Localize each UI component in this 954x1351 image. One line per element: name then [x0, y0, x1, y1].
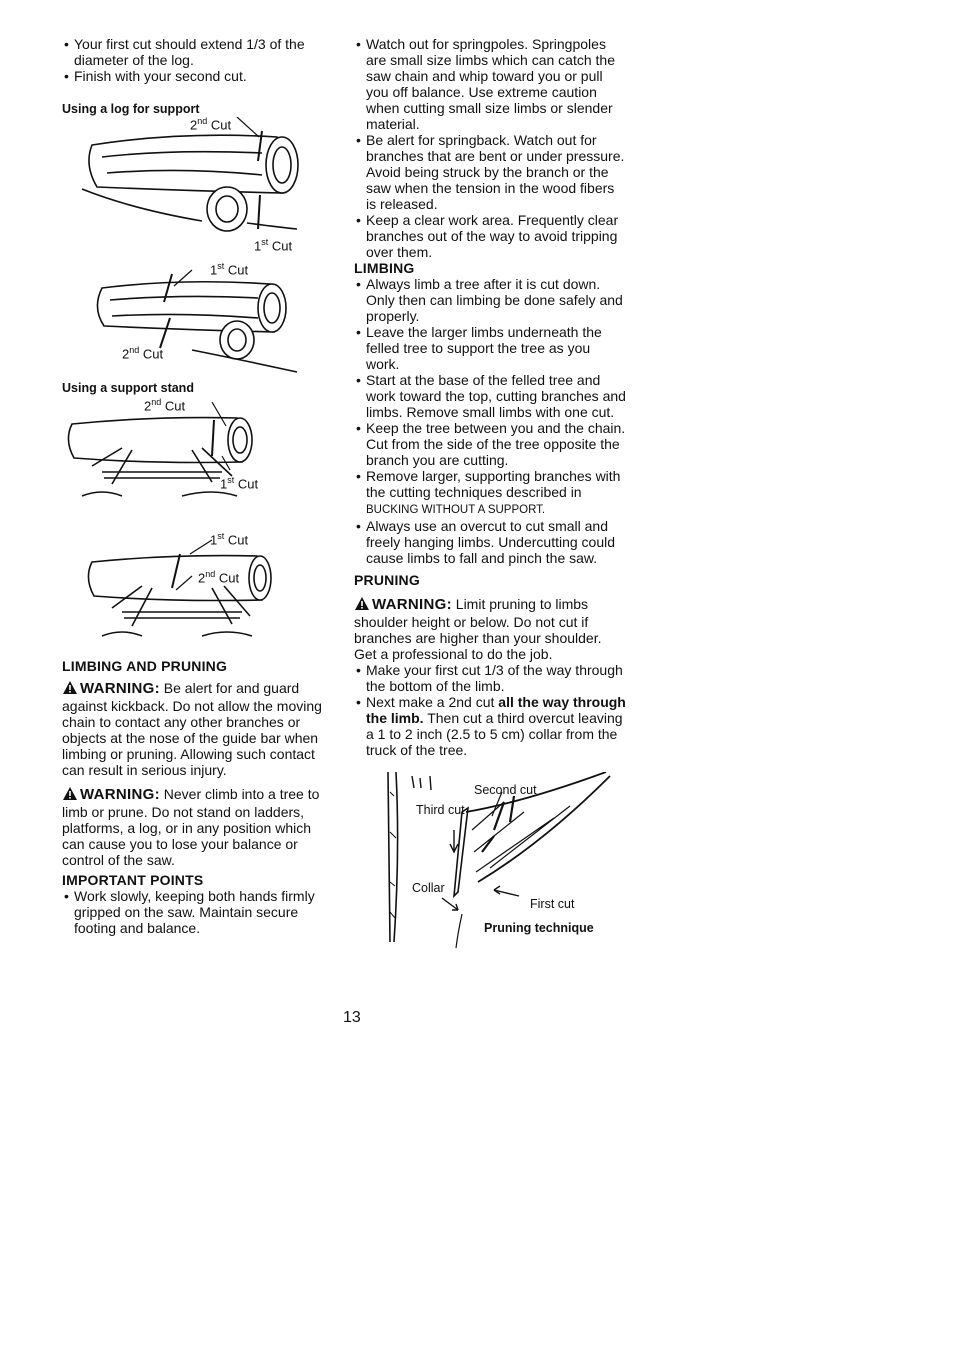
figure-caption-support-stand: Using a support stand — [62, 381, 194, 395]
label-first-cut: 1st Cut — [254, 237, 293, 254]
list-item: • Work slowly, keeping both hands firmly gripped on the saw. Maintain secure footing and balance. — [62, 888, 337, 936]
figure-log-support-1 — [62, 117, 337, 252]
list-item-text: Remove larger, supporting branches with the cutting techniques described in — [366, 468, 621, 500]
list-item-text: Next make a 2nd cut — [366, 694, 495, 710]
pruning-bullet-list — [354, 662, 626, 758]
warning-label: WARNING: — [372, 596, 452, 613]
list-item: • Keep a clear work area. Frequently clear branches out of the way to avoid tripping over them. — [354, 212, 626, 260]
list-item: • Make your first cut 1/3 of the way through the bottom of the limb. — [354, 662, 626, 694]
list-item: • Keep the tree between you and the chain. Cut from the side of the tree opposite the branch you are cutting. — [354, 420, 626, 468]
list-item: • Be alert for springback. Watch out for branches that are bent or under pressure. Avoid being struck by the branch or the saw when the tension in the wood fibers is released. — [354, 132, 626, 212]
top-bullet-list — [354, 36, 626, 260]
list-item: • Watch out for springpoles. Springpoles are small size limbs which can catch the saw chain and whip toward you or pull you off balance. Use extreme caution when cutting small size limbs or slender material. — [354, 36, 626, 132]
log-on-log-illustration — [62, 260, 337, 380]
label-third-cut: Third cut — [416, 803, 465, 817]
warning-triangle-icon — [354, 596, 370, 614]
label-second-cut: 2nd Cut — [122, 345, 164, 362]
label-collar: Collar — [412, 881, 445, 895]
section-heading-limbing-pruning: LIMBING AND PRUNING — [62, 658, 228, 674]
top-bullet-list — [62, 36, 337, 84]
list-item-text: Then cut a third overcut leaving a 1 to 2 inch (2.5 to 5 cm) collar from the truck of the tree. — [366, 710, 623, 758]
left-column — [62, 36, 337, 936]
section-heading-important-points: IMPORTANT POINTS — [62, 872, 204, 888]
section-heading-pruning: PRUNING — [354, 572, 420, 588]
warning-kickback — [62, 680, 337, 778]
section-heading-limbing: LIMBING — [354, 260, 415, 276]
list-item: • Your first cut should extend 1/3 of the diameter of the log. — [62, 36, 337, 68]
list-item — [354, 468, 626, 518]
page-number: 13 — [343, 1009, 361, 1026]
limbing-bullet-list — [354, 276, 626, 566]
important-bullet-list — [62, 888, 337, 936]
right-column — [354, 36, 626, 952]
label-second-cut: Second cut — [474, 783, 537, 797]
sawhorse-illustration — [62, 532, 337, 652]
figure-pruning-technique — [354, 772, 626, 952]
label-second-cut: 2nd Cut — [198, 569, 240, 586]
label-first-cut: 1st Cut — [220, 475, 259, 492]
list-item: • Start at the base of the felled tree and work toward the top, cutting branches and limbs. Remove small limbs with one cut. — [354, 372, 626, 420]
figure-caption: Pruning technique — [484, 921, 594, 935]
warning-pruning-height — [354, 596, 626, 662]
warning-triangle-icon — [62, 680, 78, 698]
figure-support-stand-1 — [62, 396, 337, 518]
warning-climb — [62, 786, 337, 868]
figure-log-support-2 — [62, 260, 337, 380]
label-first-cut: 1st Cut — [210, 261, 249, 278]
label-second-cut: 2nd Cut — [144, 397, 186, 414]
warning-triangle-icon — [62, 786, 78, 804]
warning-label: WARNING: — [80, 680, 160, 697]
warning-text: Never climb into a tree to limb or prune. Do not stand on ladders, platforms, a log, or in any position which can cause you to lose your balance or control of the saw. — [62, 786, 320, 868]
list-item — [354, 694, 626, 758]
list-item: • Finish with your second cut. — [62, 68, 337, 84]
warning-text: Be alert for and guard against kickback. Do not allow the moving chain to contact any other branches or objects at the nose of the guide bar when limbing or pruning. Allowing such contact can result in serious injury. — [62, 680, 322, 778]
emphasis-text: all the way through the limb. — [366, 694, 626, 726]
sawhorse-illustration — [62, 396, 337, 518]
list-item: • Always use an overcut to cut small and freely hanging limbs. Undercutting could cause limbs to fall and pinch the saw. — [354, 518, 626, 566]
label-first-cut: First cut — [530, 897, 575, 911]
log-on-log-illustration — [62, 117, 337, 252]
figure-support-stand-2 — [62, 532, 337, 652]
label-second-cut: 2nd Cut — [190, 116, 232, 133]
cross-reference: BUCKING WITHOUT A SUPPORT. — [366, 504, 546, 516]
figure-caption-log-support: Using a log for support — [62, 102, 200, 116]
list-item: • Always limb a tree after it is cut down. Only then can limbing be done safely and properly. — [354, 276, 626, 324]
list-item: • Leave the larger limbs underneath the felled tree to support the tree as you work. — [354, 324, 626, 372]
warning-label: WARNING: — [80, 786, 160, 803]
label-first-cut: 1st Cut — [210, 531, 249, 548]
warning-text: Limit pruning to limbs shoulder height or below. Do not cut if branches are higher than your shoulder. Get a professional to do the job. — [354, 596, 602, 662]
